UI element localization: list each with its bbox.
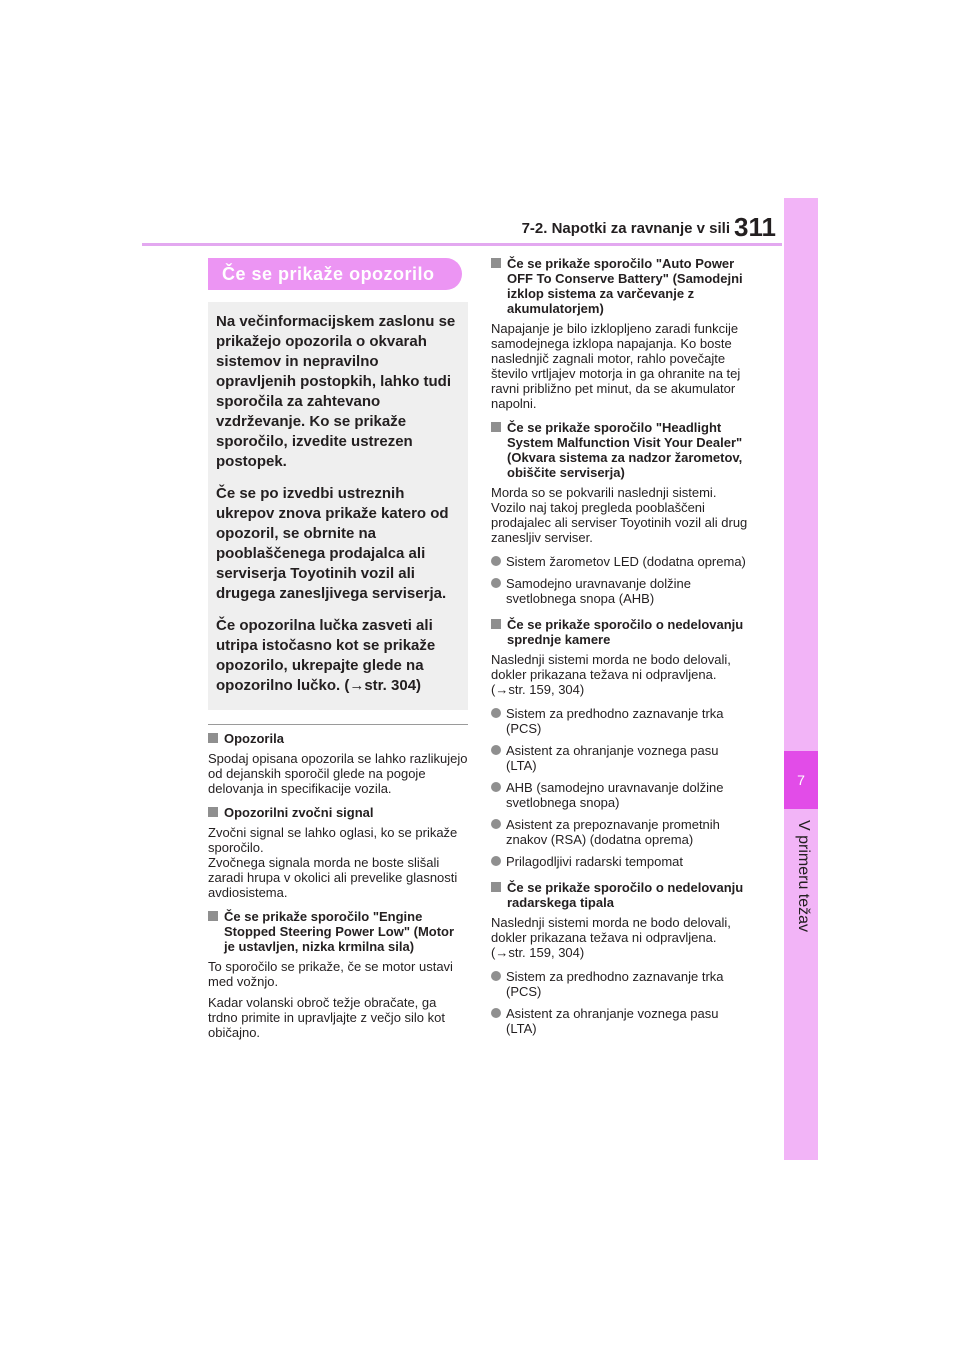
paragraph: Napajanje je bilo izklopljeno zaradi funkcije samodejnega izklopa napajanja. Ko boste naslednjič zagnali motor, rahlo povečajte število vrtljajev motorja in ga ohranite na tej ravni približno pet minut, da se akumulator napolni. [491,321,741,411]
subheading [208,805,468,820]
list-item-text: Sistem žarometov LED (dodatna oprema) [506,554,746,569]
chapter-name: V primeru težav [795,820,812,933]
paragraph: Kadar volanski obroč težje obračate, ga trdno primite in upravljajte z večjo silo kot običajno. [208,995,445,1040]
paragraph: Naslednji sistemi morda ne bodo delovali, dokler prikazana težava ni odpravljena. (→str. 159, 304) [491,915,731,960]
section-banner: Če se prikaže opozorilo [208,258,462,290]
round-bullet-icon [491,971,501,981]
list-item-text: Prilagodljivi radarski tempomat [506,854,684,869]
square-bullet-icon [208,911,218,921]
square-bullet-icon [208,733,218,743]
list-item-text: Asistent za ohranjanje voznega pasu (LTA) [506,1006,719,1036]
list-item [491,706,749,736]
paragraph: Naslednji sistemi morda ne bodo delovali, dokler prikazana težava ni odpravljena. (→str. 159, 304) [491,652,731,697]
round-bullet-icon [491,856,501,866]
subheading-text: Če se prikaže sporočilo "Auto Power OFF To Conserve Battery" (Samodejni izklop sistema za varčevanje z akumulatorjem) [507,256,743,316]
round-bullet-icon [491,819,501,829]
paragraph: Zvočnega signala morda ne boste slišali zaradi hrupa v okolici ali prevelike glasnosti avdiosistema. [208,855,458,900]
callout-paragraph: Če opozorilna lučka zasveti ali utripa istočasno kot se prikaže opozorilo, ukrepajte glede na opozorilno lučko. (→str. 304) [216,617,436,694]
square-bullet-icon [491,619,501,629]
section-title: 7-2. Napotki za ravnanje v sili [521,220,730,237]
subheading-text: Če se prikaže sporočilo o nedelovanju radarskega tipala [507,880,744,910]
callout-box [208,302,468,710]
page-number: 311 [734,212,776,242]
list-item-text: Asistent za prepoznavanje prometnih znakov (RSA) (dodatna oprema) [506,817,720,847]
callout-paragraph: Če se po izvedbi ustreznih ukrepov znova prikaže katero od opozoril, se obrnite na pooblaščenega prodajalca ali serviserja Toyotinih vozil ali drugega zanesljivega serviserja. [216,485,449,602]
list-item-text: Sistem za predhodno zaznavanje trka (PCS) [506,706,724,736]
square-bullet-icon [491,882,501,892]
chapter-side-tab [784,198,818,1160]
subheading-text: Opozorilni zvočni signal [224,805,374,820]
square-bullet-icon [208,807,218,817]
subheading [208,731,468,746]
round-bullet-icon [491,556,501,566]
subheading [208,909,468,954]
divider [208,724,468,725]
paragraph: To sporočilo se prikaže, če se motor ustavi med vožnjo. [208,959,453,989]
list-item [491,743,749,773]
list-item-text: Sistem za predhodno zaznavanje trka (PCS) [506,969,724,999]
subheading [491,617,749,647]
round-bullet-icon [491,782,501,792]
round-bullet-icon [491,745,501,755]
list-item [491,854,749,869]
list-item [491,554,749,569]
subheading [491,256,749,316]
list-item [491,780,749,810]
subheading-text: Če se prikaže sporočilo "Engine Stopped Steering Power Low" (Motor je ustavljen, nizka krmilna sila) [224,909,455,954]
subheading-text: Če se prikaže sporočilo "Headlight System Malfunction Visit Your Dealer" (Okvara sistema za nadzor žarometov, obiščite serviserja) [507,420,743,480]
list-item [491,817,749,847]
paragraph: Morda so se pokvarili naslednji sistemi. Vozilo naj takoj pregleda pooblaščeni prodajalec ali serviser Toyotinih vozil ali drug zanesljiv serviser. [491,485,748,545]
list-item [491,1006,749,1036]
square-bullet-icon [491,422,501,432]
round-bullet-icon [491,578,501,588]
subheading-text: Opozorila [224,731,284,746]
list-item [491,576,749,606]
list-item-text: Samodejno uravnavanje dolžine svetlobnega snopa (AHB) [506,576,692,606]
list-item [491,969,749,999]
subheading [491,880,749,910]
square-bullet-icon [491,258,501,268]
list-item-text: Asistent za ohranjanje voznega pasu (LTA) [506,743,719,773]
subheading-text: Če se prikaže sporočilo o nedelovanju sprednje kamere [507,617,744,647]
paragraph: Zvočni signal se lahko oglasi, ko se prikaže sporočilo. [208,825,458,855]
header-divider [142,243,782,246]
left-column [208,258,468,1049]
subheading [491,420,749,480]
paragraph: Spodaj opisana opozorila se lahko razlikujejo od dejanskih sporočil glede na pogoje delovanja in specifikacije vozila. [208,751,468,796]
right-column [491,256,749,1043]
round-bullet-icon [491,1008,501,1018]
list-item-text: AHB (samodejno uravnavanje dolžine svetlobnega snopa) [506,780,724,810]
chapter-number: 7 [784,751,818,809]
round-bullet-icon [491,708,501,718]
callout-paragraph: Na večinformacijskem zaslonu se prikažejo opozorila o okvarah sistemov in nepravilno opravljenih postopkih, lahko tudi sporočila za zahtevano vzdrževanje. Ko se prikaže sporočilo, izvedite ustrezen postopek. [216,313,456,470]
